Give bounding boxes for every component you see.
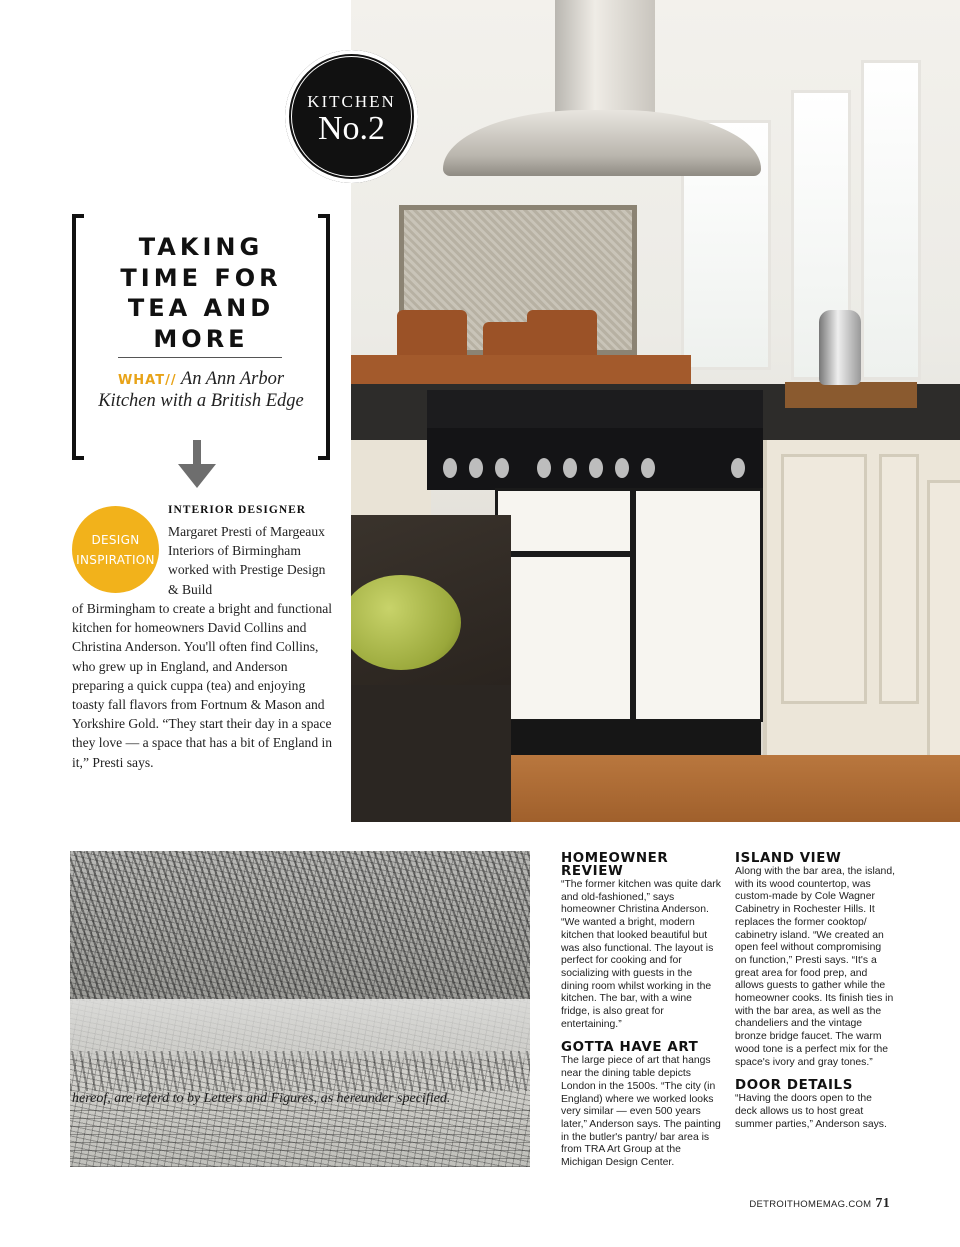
page-number: 71 — [875, 1196, 890, 1211]
door-details-body: “Having the doors open to the deck allows us to host great summer parties,” Anderson says. — [735, 1093, 887, 1130]
homeowner-review-heading: HOMEOWNER REVIEW — [561, 851, 669, 879]
inspiration-line-2: INSPIRATION — [76, 552, 155, 567]
what-subtitle — [96, 369, 306, 412]
inspiration-line-1: DESIGN — [91, 532, 140, 547]
title-line-1: TAKING — [138, 233, 264, 261]
badge-label: KITCHEN — [307, 91, 396, 111]
gotta-have-art-heading: GOTTA HAVE ART — [561, 1040, 699, 1056]
footer-site: DETROITHOMEMAG.COM — [749, 1199, 872, 1210]
homeowner-review-body: “The former kitchen was quite dark and old-fashioned,” says homeowner Christina Anderson. “We wanted a bright, modern kitchen that looked beautiful but was also functional. The layout is perfect for cooking and for socializing with guests in the dining room whilst working in the kitchen. The bar, with a wine fridge, is also great for entertaining.” — [561, 879, 721, 1030]
down-arrow-icon — [176, 440, 218, 490]
badge-number: No.2 — [317, 109, 386, 147]
island-view-body: Along with the bar area, the island, with its wood countertop, was custom-made by Cole Wagner Cabinetry in Rochester Hills. It replaces the former cooktop/ cabinetry island. “We created an open feel without compromising on function,” Presti says. “It's a great area for food prep, and allows guests to gather while the homeowner cooks. Its finish ties in with the bar area, as well as the chandeliers and the vintage bronze bridge faucet. The warm wood tone is a perfect mix for the space's ivory and gray tones.” — [735, 866, 895, 1068]
island-view-heading: ISLAND VIEW — [735, 851, 842, 866]
page-footer — [749, 1196, 890, 1212]
intro-paragraph-part-1: Margaret Presti of Margeaux Interiors of Birmingham worked with Prestige Design & Build — [168, 524, 326, 597]
title-line-3: TEA AND — [127, 294, 275, 322]
what-label: WHAT// — [117, 373, 177, 388]
intro-paragraph-part-2: of Birmingham to create a bright and functional kitchen for homeowners David Collins and Christina Anderson. You'll often find Collins, who grew up in England, and Anderson preparing a quick cuppa (tea) and enjoying toasty fall flavors from Fortnum & Mason and Yorkshire Gold. “They start their day in a space they love — a space that has a bit of England in it,” Presti says. — [72, 601, 333, 770]
left-bracket — [72, 214, 84, 460]
sidebar-column-right — [735, 852, 895, 1131]
london-map-artwork-photo — [70, 851, 530, 1167]
title-divider — [118, 357, 282, 358]
article-title — [92, 232, 310, 354]
design-inspiration-badge — [72, 506, 159, 593]
sidebar-column-left — [561, 852, 721, 1170]
map-caption: hereof, are referd to by Letters and Figures, as hereunder specified. — [72, 1091, 451, 1106]
right-bracket — [318, 214, 330, 460]
title-line-2: TIME FOR — [120, 263, 282, 292]
interior-designer-heading: INTERIOR DESIGNER — [168, 504, 307, 516]
what-text: An Ann Arbor Kitchen with a British Edge — [98, 369, 304, 411]
title-line-4: MORE — [153, 324, 249, 353]
door-details-heading: DOOR DETAILS — [735, 1078, 853, 1094]
headline-box — [72, 214, 330, 460]
kitchen-number-badge — [285, 50, 418, 183]
kitchen-hero-photo — [351, 0, 960, 822]
gotta-have-art-body: The large piece of art that hangs near the dining table depicts London in the 1500s. “The city (in England) where we worked looks very similar — even 500 years later,” Anderson says. The painting in the butler's pantry/ bar area is from TRA Art Group at the Michigan Design Center. — [561, 1055, 721, 1169]
